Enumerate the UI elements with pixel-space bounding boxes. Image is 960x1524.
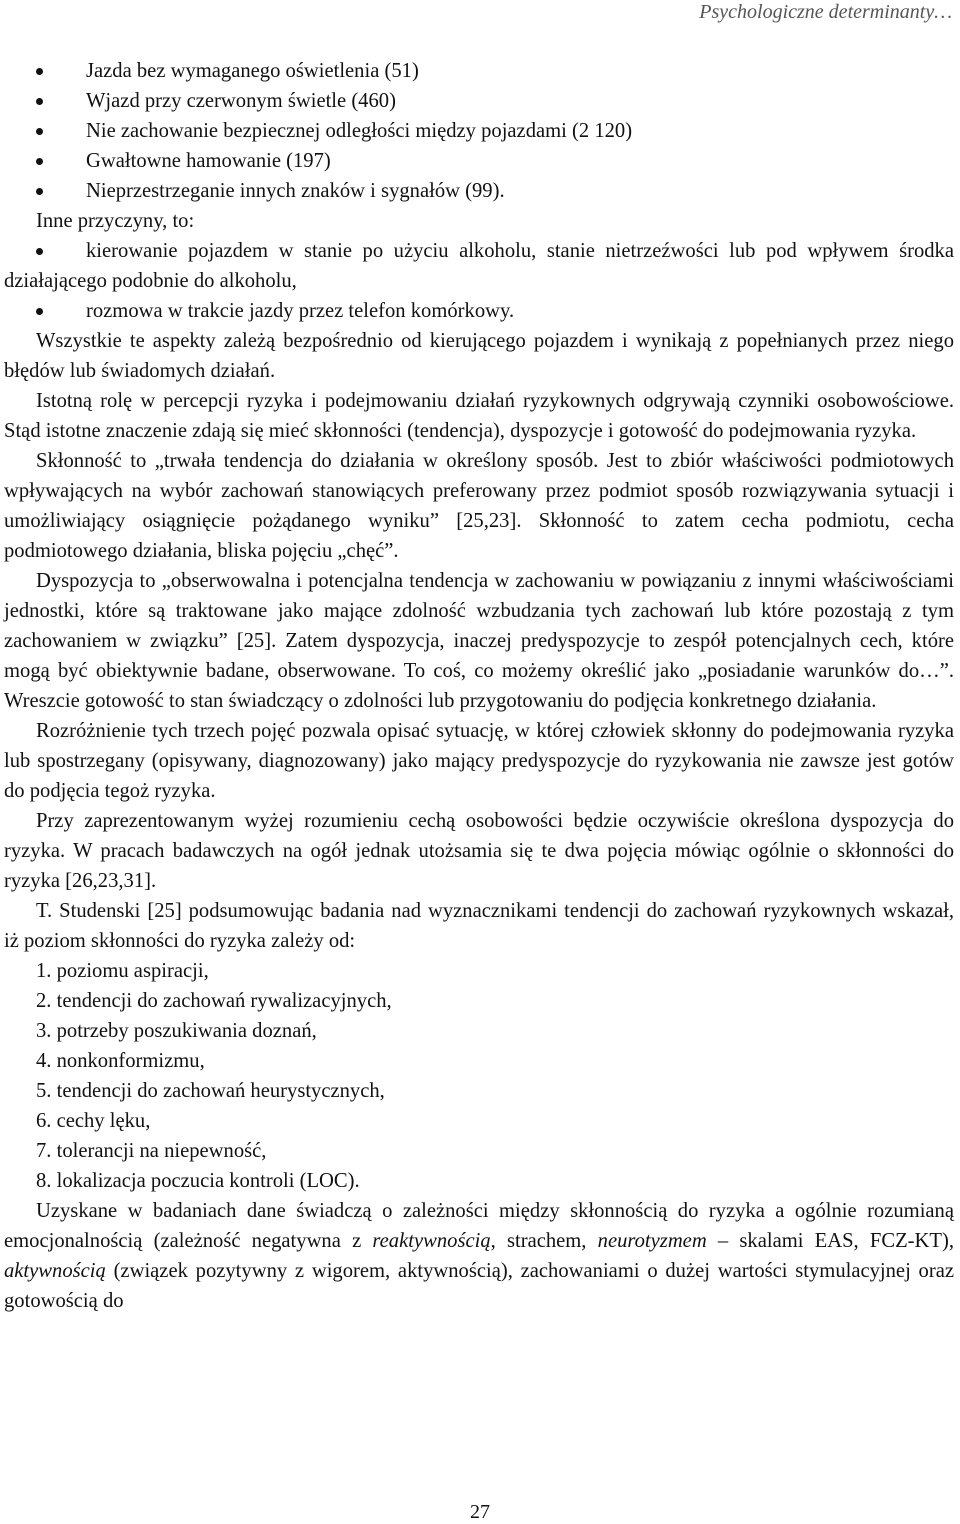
closing-text: Uzyskane w badaniach dane świadczą o zależności między skłonnością do ryzyka a ogólnie rozumianą emocjonalnością (zależność negatywna z <box>4 1200 954 1252</box>
factor-item: 7. tolerancji na niepewność, <box>36 1140 267 1162</box>
closing-emphasis: aktywnością <box>4 1260 106 1282</box>
list-item: Nie zachowanie bezpiecznej odległości między pojazdami (2 120) <box>4 116 954 146</box>
factor-item: 5. tendencji do zachowań heurystycznych, <box>36 1080 385 1102</box>
factor-item: 2. tendencji do zachowań rywalizacyjnych, <box>36 990 392 1012</box>
list-item: Jazda bez wymaganego oświetlenia (51) <box>4 56 954 86</box>
factor-item: 6. cechy lęku, <box>36 1110 151 1132</box>
other-causes-intro: Inne przyczyny, to: <box>36 210 195 232</box>
closing-emphasis: neurotyzmem <box>597 1230 707 1252</box>
closing-paragraph <box>4 1196 954 1316</box>
paragraph: Skłonność to „trwała tendencja do działania w określony sposób. Jest to zbiór właściwości podmiotowych wpływających na wybór zachowań stanowiących preferowany przez podmiot sposób rozwiązywania sytuacji i umożliwiający osiągnięcie pożądanego wyniku” [25,23]. Skłonność to zatem cecha podmiotu, cecha podmiotowego działania, bliska pojęciu „chęć”. <box>4 450 954 562</box>
paragraph: T. Studenski [25] podsumowując badania nad wyznacznikami tendencji do zachowań ryzykownych wskazał, iż poziom skłonności do ryzyka zależy od: <box>4 900 954 952</box>
paragraph: Istotną rolę w percepcji ryzyka i podejmowaniu działań ryzykownych odgrywają czynniki osobowościowe. Stąd istotne znaczenie zdają się mieć skłonności (tendencja), dyspozycje i gotowość do podejmowania ryzyka. <box>4 390 954 442</box>
list-item: Nieprzestrzeganie innych znaków i sygnałów (99). <box>4 176 954 206</box>
page-number: 27 <box>470 1501 490 1523</box>
closing-text: , strachem, <box>490 1230 598 1252</box>
list-item: Gwałtowne hamowanie (197) <box>4 146 954 176</box>
list-item: kierowanie pojazdem w stanie po użyciu alkoholu, stanie nietrzeźwości lub pod wpływem środka działającego podobnie do alkoholu, <box>4 236 954 296</box>
list-item: Wjazd przy czerwonym świetle (460) <box>4 86 954 116</box>
factor-item: 1. poziomu aspiracji, <box>36 960 209 982</box>
factor-item: 3. potrzeby poszukiwania doznań, <box>36 1020 317 1042</box>
paragraph: Dyspozycja to „obserwowalna i potencjalna tendencja w zachowaniu w powiązaniu z innymi właściwościami jednostki, które są traktowane jako mające zdolność wzbudzania tych zachowań lub które pozostają z tym zachowaniem w związku” [25]. Zatem dyspozycja, inaczej predyspozycje to zespół potencjalnych cech, które mogą być obiektywnie badane, obserwowane. To coś, co możemy określić jako „posiadanie warunków do…”. Wreszcie gotowość to stan świadczący o zdolności lub przygotowaniu do podjęcia konkretnego działania. <box>4 570 954 712</box>
list-item: rozmowa w trakcie jazdy przez telefon komórkowy. <box>4 296 954 326</box>
paragraph: Wszystkie te aspekty zależą bezpośrednio od kierującego pojazdem i wynikają z popełnianych przez niego błędów lub świadomych działań. <box>4 330 954 382</box>
factor-item: 4. nonkonformizmu, <box>36 1050 205 1072</box>
closing-text: (związek pozytywny z wigorem, aktywnością), zachowaniami o dużej wartości stymulacyjnej oraz gotowością do <box>4 1260 954 1312</box>
closing-emphasis: reaktywnością <box>372 1230 491 1252</box>
closing-text: – skalami EAS, FCZ-KT), <box>706 1230 954 1252</box>
paragraph: Przy zaprezentowanym wyżej rozumieniu cechą osobowości będzie oczywiście określona dyspozycja do ryzyka. W pracach badawczych na ogół jednak utożsamia się te dwa pojęcia mówiąc ogólnie o skłonności do ryzyka [26,23,31]. <box>4 810 954 892</box>
page-body <box>4 56 954 1316</box>
paragraph: Rozróżnienie tych trzech pojęć pozwala opisać sytuację, w której człowiek skłonny do podejmowania ryzyka lub spostrzegany (opisywany, diagnozowany) jako mający predyspozycje do ryzykowania nie zawsze jest gotów do podjęcia tegoż ryzyka. <box>4 720 954 802</box>
running-header: Psychologiczne determinanty… <box>699 1 952 23</box>
factor-item: 8. lokalizacja poczucia kontroli (LOC). <box>36 1170 360 1192</box>
